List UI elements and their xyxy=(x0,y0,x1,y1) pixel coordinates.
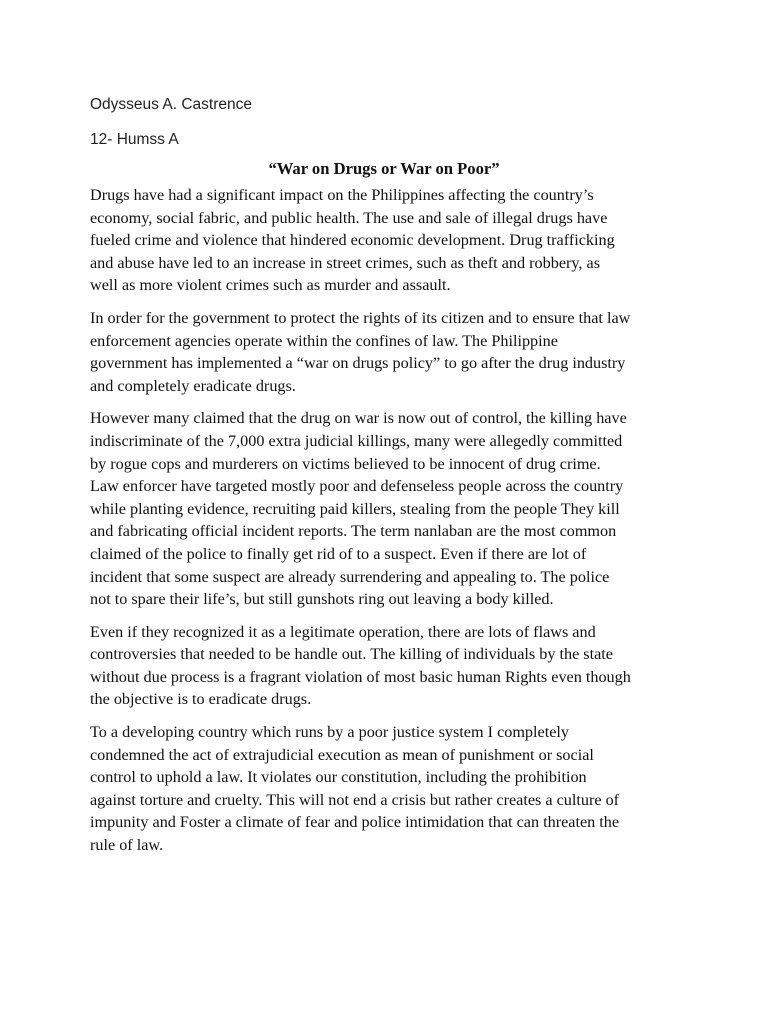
text-line: the objective is to eradicate drugs. xyxy=(90,690,312,709)
text-line: without due process is a fragrant violation of most basic human Rights even though xyxy=(90,667,631,686)
text-line: rule of law. xyxy=(90,836,164,855)
essay-title: “War on Drugs or War on Poor” xyxy=(268,159,500,178)
paragraph xyxy=(90,721,690,857)
text-line: Even if they recognized it as a legitimate operation, there are lots of flaws and xyxy=(90,622,596,641)
essay-body xyxy=(90,184,690,867)
text-line: condemned the act of extrajudicial execution as mean of punishment or social xyxy=(90,745,594,764)
text-line: In order for the government to protect the rights of its citizen and to ensure that law xyxy=(90,308,631,327)
text-line: To a developing country which runs by a poor justice system I completely xyxy=(90,723,569,742)
author-name: Odysseus A. Castrence xyxy=(90,96,252,113)
text-line: controversies that needed to be handle out. The killing of individuals by the state xyxy=(90,645,613,664)
paragraph xyxy=(90,184,690,297)
class-section: 12- Humss A xyxy=(90,131,179,148)
text-line: enforcement agencies operate within the confines of law. The Philippine xyxy=(90,331,558,350)
paragraph xyxy=(90,621,690,711)
text-line: and fabricating official incident reports. The term nanlaban are the most common xyxy=(90,522,617,541)
text-line: However many claimed that the drug on war is now out of control, the killing have xyxy=(90,409,627,428)
text-line: impunity and Foster a climate of fear and police intimidation that can threaten the xyxy=(90,813,620,832)
text-line: government has implemented a “war on drugs policy” to go after the drug industry xyxy=(90,354,626,373)
text-line: indiscriminate of the 7,000 extra judicial killings, many were allegedly committed xyxy=(90,431,623,450)
text-line: claimed of the police to finally get rid of to a suspect. Even if there are lot of xyxy=(90,544,587,563)
text-line: by rogue cops and murderers on victims believed to be innocent of drug crime. xyxy=(90,454,601,473)
text-line: fueled crime and violence that hindered economic development. Drug trafficking xyxy=(90,231,615,250)
text-line: well as more violent crimes such as murder and assault. xyxy=(90,276,451,295)
paragraph xyxy=(90,307,690,397)
text-line: Law enforcer have targeted mostly poor and defenseless people across the country xyxy=(90,477,624,496)
text-line: economy, social fabric, and public health. The use and sale of illegal drugs have xyxy=(90,208,608,227)
paragraph xyxy=(90,407,690,610)
text-line: and abuse have led to an increase in street crimes, such as theft and robbery, as xyxy=(90,253,601,272)
text-line: while planting evidence, recruiting paid killers, stealing from the people They kill xyxy=(90,499,620,518)
text-line: incident that some suspect are already surrendering and appealing to. The police xyxy=(90,567,610,586)
text-line: not to spare their life’s, but still gunshots ring out leaving a body killed. xyxy=(90,590,554,609)
text-line: Drugs have had a significant impact on the Philippines affecting the country’s xyxy=(90,186,594,204)
text-line: and completely eradicate drugs. xyxy=(90,376,296,395)
text-line: control to uphold a law. It violates our constitution, including the prohibition xyxy=(90,768,587,787)
text-line: against torture and cruelty. This will not end a crisis but rather creates a culture of xyxy=(90,790,620,809)
